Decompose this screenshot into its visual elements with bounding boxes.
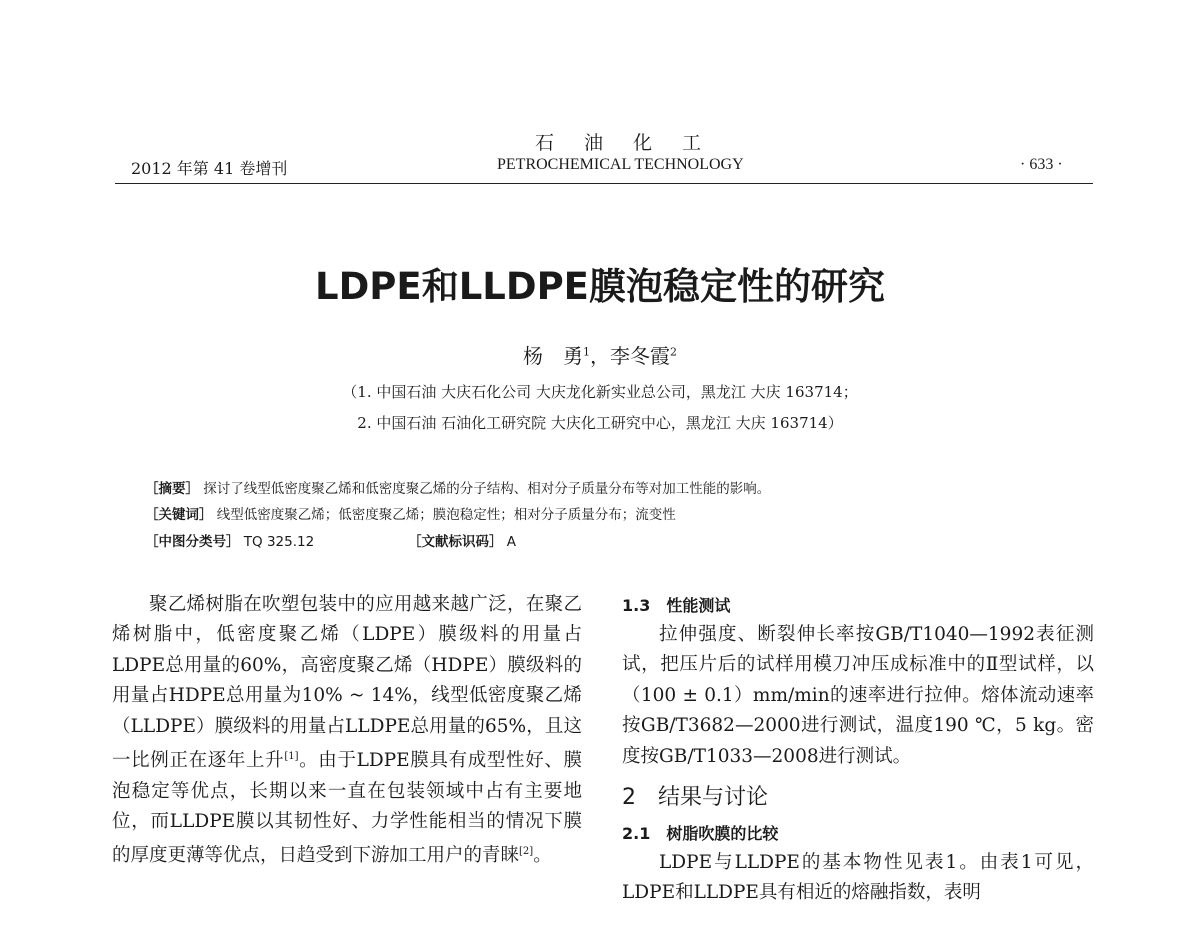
intro-text-cont: 。由于LDPE膜具有成型性好、膜泡稳定等优点，长期以来一直在包装领域中占有主要地位，而LLDPE膜以其韧性好、力学性能相当的情况下膜的厚度更薄等优点，日趋受到下游加工用户的青睐 bbox=[112, 750, 582, 867]
journal-title-cn: 石油化工 bbox=[535, 132, 732, 154]
author-1-affiliation-mark: 1 bbox=[583, 345, 590, 359]
author-separator: ， bbox=[590, 344, 610, 368]
intro-text: 聚乙烯树脂在吹塑包装中的应用越来越广泛，在聚乙烯树脂中，低密度聚乙烯（LDPE）膜级料的用量占LDPE总用量的60%，高密度聚乙烯（HDPE）膜级料的用量占HDPE总用量为10% ~ 14%，线型低密度聚乙烯（LLDPE）膜级料的用量占LLDPE总用量的65%，且这一比例正在逐年上升 bbox=[112, 594, 582, 772]
issue-info: 2012 年第 41 卷增刊 bbox=[131, 159, 288, 178]
left-column bbox=[112, 590, 582, 872]
keywords-text: 线型低密度聚乙烯；低密度聚乙烯；膜泡稳定性；相对分子质量分布；流变性 bbox=[216, 507, 676, 523]
intro-end: 。 bbox=[533, 845, 552, 867]
clc-value: TQ 325.12 bbox=[243, 534, 315, 550]
page-number: · 633 · bbox=[1020, 156, 1063, 173]
author-line bbox=[0, 340, 1200, 369]
abstract bbox=[145, 477, 770, 497]
article-title: LDPE和LLDPE膜泡稳定性的研究 bbox=[315, 265, 885, 308]
author-2: 李冬霞 bbox=[610, 344, 670, 368]
right-column bbox=[622, 592, 1094, 909]
journal-title-en: PETROCHEMICAL TECHNOLOGY bbox=[497, 156, 744, 173]
author-1: 杨 勇 bbox=[523, 344, 583, 368]
affiliation-2: 2. 中国石油 石油化工研究院 大庆化工研究中心，黑龙江 大庆 163714） bbox=[357, 414, 843, 432]
document-code bbox=[408, 530, 516, 550]
intro-paragraph bbox=[112, 590, 582, 872]
author-2-affiliation-mark: 2 bbox=[670, 345, 677, 359]
reference-2: [2] bbox=[519, 846, 534, 858]
section-2-1-paragraph: LDPE与LLDPE的基本物性见表1。由表1可见，LDPE和LLDPE具有相近的熔融指数，表明 bbox=[622, 852, 1094, 904]
doccode-label: ［文献标识码］ bbox=[408, 534, 503, 550]
doccode-value: A bbox=[506, 534, 517, 550]
keywords bbox=[145, 503, 676, 523]
abstract-label: ［摘要］ bbox=[145, 481, 199, 497]
affiliation-1: （1. 中国石油 大庆石化公司 大庆龙化新实业总公司，黑龙江 大庆 163714； bbox=[342, 383, 858, 401]
section-2-heading: 2 结果与讨论 bbox=[622, 785, 768, 811]
reference-1: [1] bbox=[284, 751, 299, 763]
abstract-text: 探讨了线型低密度聚乙烯和低密度聚乙烯的分子结构、相对分子质量分布等对加工性能的影响。 bbox=[203, 481, 771, 497]
keywords-label: ［关键词］ bbox=[145, 507, 213, 523]
header-rule bbox=[115, 183, 1093, 184]
section-1-3-paragraph: 拉伸强度、断裂伸长率按GB/T1040—1992表征测试，把压片后的试样用模刀冲压成标准中的Ⅱ型试样，以（100 ± 0.1）mm/min的速率进行拉伸。熔体流动速率按GB/T3682—2000进行测试，温度190 ℃，5 kg。密度按GB/T1033—2008进行测试。 bbox=[622, 624, 1094, 767]
section-2-1-heading: 2.1 树脂吹膜的比较 bbox=[622, 824, 779, 844]
section-1-3-heading: 1.3 性能测试 bbox=[622, 596, 731, 615]
clc-label: ［中图分类号］ bbox=[145, 534, 240, 550]
clc-number bbox=[145, 530, 314, 550]
